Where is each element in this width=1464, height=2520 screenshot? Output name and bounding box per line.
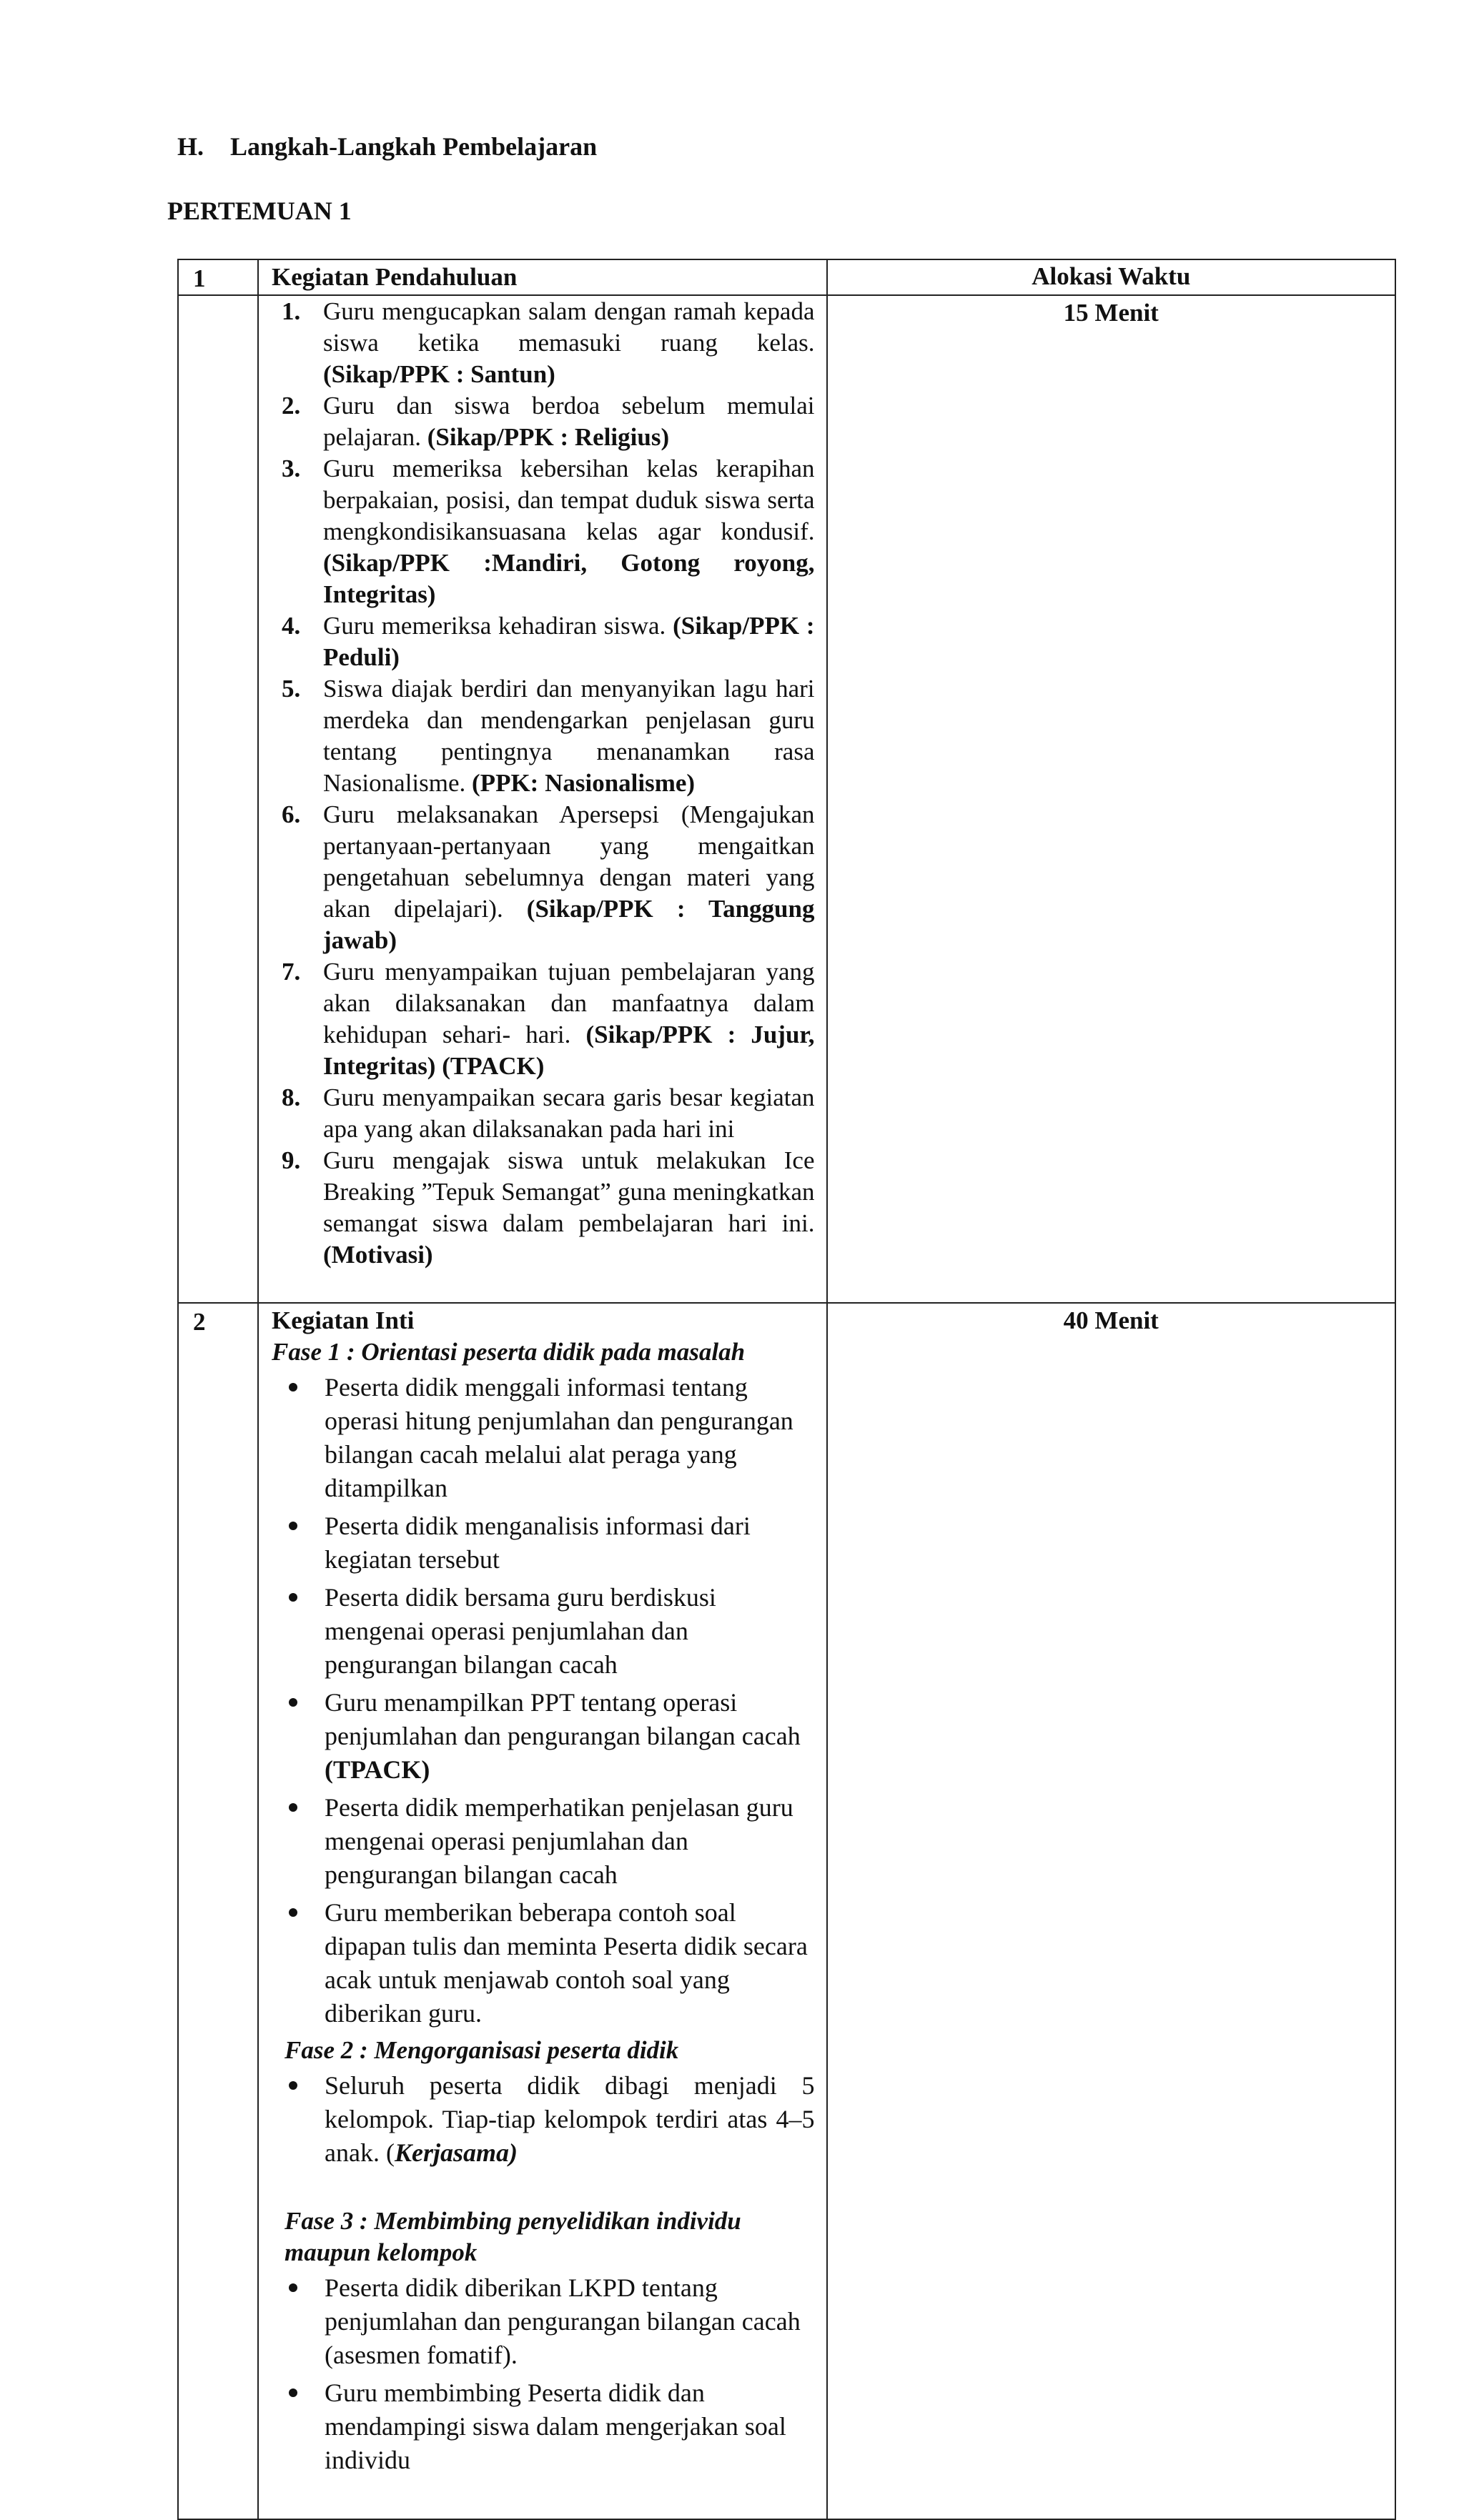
section-heading: [177, 132, 597, 162]
step-text: Guru menyampaikan tujuan pembelajaran yang akan dilaksanakan dan manfaatnya dalam kehidupan sehari- hari.: [323, 958, 815, 1048]
step-number: 4.: [282, 612, 301, 640]
inti-activity-cell: [258, 1303, 827, 2519]
bullet-icon: [289, 2283, 297, 2292]
list-item: [272, 390, 815, 453]
inti-number: 2: [178, 1303, 258, 2519]
pendahuluan-step-list: [272, 296, 815, 1302]
step-number: 6.: [282, 800, 301, 828]
item-tag: Kerjasama): [394, 2138, 518, 2167]
item-text: Peserta didik menggali informasi tentang operasi hitung penjumlahan dan pengurangan bilangan cacah melalui alat peraga yang ditampilkan: [325, 1373, 793, 1502]
item-text: Peserta didik memperhatikan penjelasan guru mengenai operasi penjumlahan dan pengurangan bilangan cacah: [325, 1793, 793, 1889]
list-item: [272, 453, 815, 610]
step-text: Guru memeriksa kebersihan kelas kerapihan berpakaian, posisi, dan tempat duduk siswa serta mengkondisikansuasana kelas agar kondusif.: [323, 455, 815, 545]
list-item: [272, 1791, 815, 1892]
fase3-title: Fase 3 : Membimbing penyelidikan individu maupun kelompok: [285, 2207, 741, 2266]
section-number: H.: [177, 132, 204, 161]
list-item: [272, 956, 815, 1082]
section-title: Langkah-Langkah Pembelajaran: [230, 132, 598, 161]
bullet-icon: [289, 1908, 297, 1917]
item-text: Guru memberikan beberapa contoh soal dipapan tulis dan meminta Peserta didik secara acak untuk menjawab contoh soal yang diberikan guru.: [325, 1898, 808, 2028]
table-row-inti: [178, 1303, 1395, 2519]
step-tag: (Sikap/PPK : Santun): [323, 360, 555, 388]
bullet-icon: [289, 2081, 297, 2090]
spacer: [272, 2481, 815, 2519]
step-tag: (Motivasi): [323, 1241, 433, 1269]
step-text: Guru memeriksa kehadiran siswa.: [323, 612, 666, 640]
step-number: 5.: [282, 675, 301, 703]
step-text: Guru melaksanakan Apersepsi (Mengajukan pertanyaan-pertanyaan yang mengaitkan pengetahuan sebelumnya dengan materi yang akan dipelajari).: [323, 800, 815, 923]
step-text: Siswa diajak berdiri dan menyanyikan lagu hari merdeka dan mendengarkan penjelasan guru tentang pentingnya menanamkan rasa Nasionalisme.: [323, 675, 815, 797]
list-item: [272, 1371, 815, 1505]
step-tag: (Sikap/PPK : Tanggung jawab): [323, 895, 815, 954]
bullet-icon: [289, 1593, 297, 1602]
list-item: [272, 1581, 815, 1682]
header-time: Alokasi Waktu: [827, 259, 1396, 295]
step-tag: (Sikap/PPK : Religius): [427, 423, 670, 451]
bullet-icon: [289, 2388, 297, 2397]
meeting-title: PERTEMUAN 1: [167, 197, 352, 225]
list-item: [272, 1082, 815, 1145]
step-number: 9.: [282, 1146, 301, 1174]
item-text: Guru menampilkan PPT tentang operasi penjumlahan dan pengurangan bilangan cacah: [325, 1688, 801, 1750]
bullet-icon: [289, 1383, 297, 1392]
empty-number-cell: [178, 295, 258, 1303]
pendahuluan-activity-cell: [258, 295, 827, 1303]
step-tag: (PPK: Nasionalisme): [472, 769, 696, 797]
step-text: Guru dan siswa berdoa sebelum memulai pelajaran.: [323, 392, 815, 451]
fase1-title: Fase 1 : Orientasi peserta didik pada masalah: [272, 1338, 746, 1366]
table-header-row: [178, 259, 1395, 295]
step-number: 7.: [282, 958, 301, 986]
bullet-icon: [289, 1803, 297, 1812]
learning-steps-table: [177, 259, 1396, 2520]
inti-time: 40 Menit: [827, 1303, 1396, 2519]
inti-title: Kegiatan Inti: [272, 1306, 415, 1334]
list-item: [272, 673, 815, 799]
table-row-pendahuluan: [178, 295, 1395, 1303]
item-text: Peserta didik bersama guru berdiskusi mengenai operasi penjumlahan dan pengurangan bilangan cacah: [325, 1583, 716, 1679]
step-number: 3.: [282, 455, 301, 482]
step-text: Guru mengucapkan salam dengan ramah kepada siswa ketika memasuki ruang kelas.: [323, 297, 815, 357]
bullet-icon: [289, 1698, 297, 1707]
header-number: 1: [178, 259, 258, 295]
list-item: [272, 799, 815, 956]
step-tag: (Sikap/PPK : Jujur, Integritas) (TPACK): [323, 1021, 815, 1080]
fase3-list: [272, 2271, 815, 2477]
list-item: [272, 1896, 815, 2030]
list-item: [272, 1145, 815, 1271]
list-item: [272, 1509, 815, 1577]
fase2-title: Fase 2 : Mengorganisasi peserta didik: [285, 2036, 679, 2064]
step-number: 2.: [282, 392, 301, 420]
step-text: Guru menyampaikan secara garis besar kegiatan apa yang akan dilaksanakan pada hari ini: [323, 1083, 815, 1143]
list-item: [272, 1686, 815, 1787]
spacer: [272, 2174, 815, 2206]
step-tag: (Sikap/PPK :Mandiri, Gotong royong, Integritas): [323, 549, 815, 608]
item-text: Guru membimbing Peserta didik dan mendampingi siswa dalam mengerjakan soal individu: [325, 2378, 786, 2474]
item-text: Peserta didik diberikan LKPD tentang penjumlahan dan pengurangan bilangan cacah (asesmen fomatif).: [325, 2273, 801, 2369]
pendahuluan-time: 15 Menit: [827, 295, 1396, 1303]
step-number: 1.: [282, 297, 301, 325]
list-item: [272, 2376, 815, 2477]
list-item: [272, 2069, 815, 2170]
list-item: [272, 2271, 815, 2372]
bullet-icon: [289, 1522, 297, 1530]
step-tag: (Sikap/PPK : Peduli): [323, 612, 815, 671]
item-text: Peserta didik menganalisis informasi dari kegiatan tersebut: [325, 1512, 751, 1574]
list-item: [272, 610, 815, 673]
step-number: 8.: [282, 1083, 301, 1111]
fase2-list: [272, 2069, 815, 2170]
item-text: Seluruh peserta didik dibagi menjadi 5 kelompok. Tiap-tiap kelompok terdiri atas 4–5 anak. (: [325, 2071, 815, 2167]
step-text: Guru mengajak siswa untuk melakukan Ice Breaking ”Tepuk Semangat” guna meningkatkan semangat siswa dalam pembelajaran hari ini.: [323, 1146, 815, 1237]
fase1-list: [272, 1371, 815, 2030]
header-activity: Kegiatan Pendahuluan: [258, 259, 827, 295]
list-item: [272, 296, 815, 390]
item-tag: (TPACK): [325, 1755, 430, 1784]
